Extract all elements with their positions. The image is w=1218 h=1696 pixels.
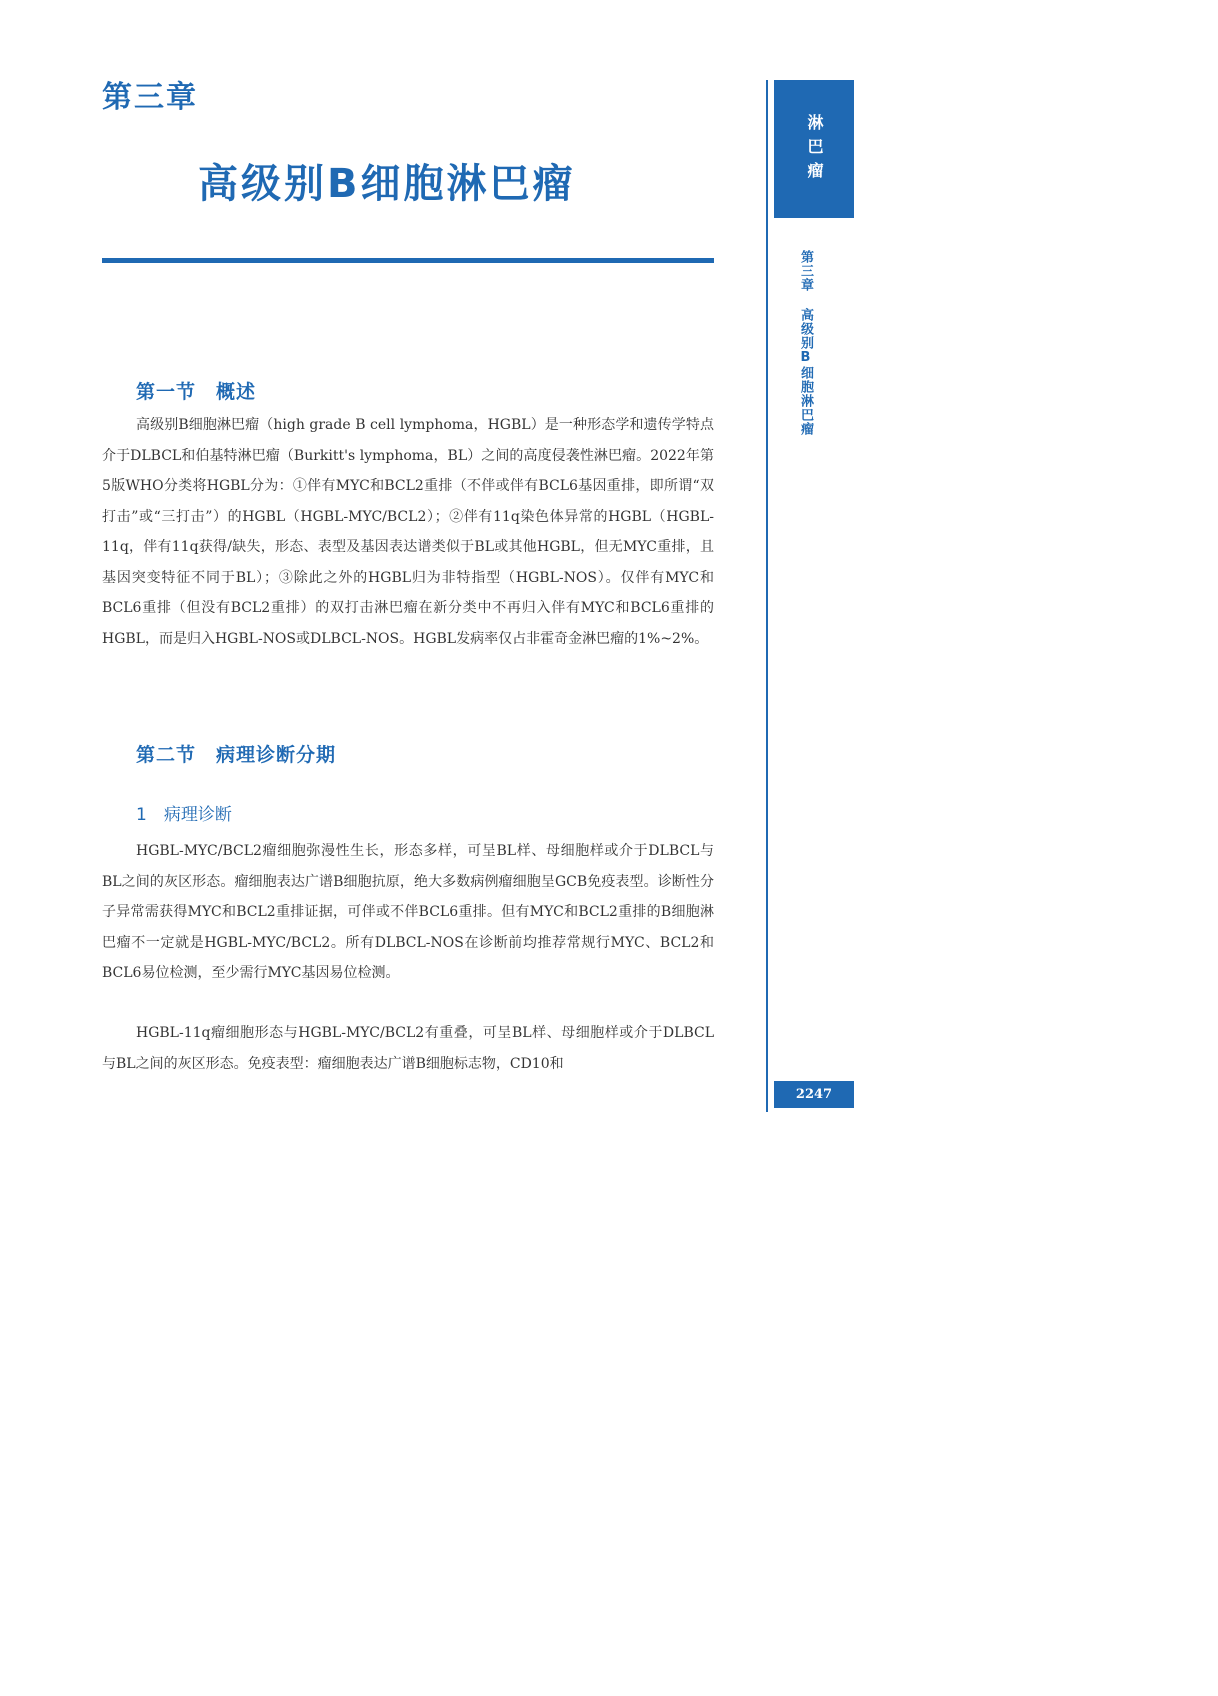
side-tab-label: 淋巴瘤 (805, 114, 824, 186)
running-title: 第三章 高级别B细胞淋巴瘤 (798, 250, 813, 436)
paragraph: HGBL-MYC/BCL2瘤细胞弥漫性生长，形态多样，可呈BL样、母细胞样或介于DLBCL与BL之间的灰区形态。瘤细胞表达广谱B细胞抗原，绝大多数病例瘤细胞呈GCB免疫表型。诊断性分子异常需获得MYC和BCL2重排证据，可伴或不伴BCL6重排。但有MYC和BCL2重排的B细胞淋巴瘤不一定就是HGBL-MYC/BCL2。所有DLBCL-NOS在诊断前均推荐常规行MYC、BCL2和BCL6易位检测，至少需行MYC基因易位检测。 (102, 843, 714, 981)
chapter-title: 高级别B细胞淋巴瘤 (198, 161, 576, 207)
page-number: 2247 (774, 1081, 854, 1108)
side-tab (774, 80, 854, 218)
paragraph: HGBL-11q瘤细胞形态与HGBL-MYC/BCL2有重叠，可呈BL样、母细胞样或介于DLBCL与BL之间的灰区形态。免疫表型：瘤细胞表达广谱B细胞标志物，CD10和 (102, 1025, 714, 1072)
side-divider (766, 80, 768, 1112)
title-divider (102, 258, 714, 263)
paragraph: 高级别B细胞淋巴瘤（high grade B cell lymphoma，HGBL）是一种形态学和遗传学特点介于DLBCL和伯基特淋巴瘤（Burkitt's lymphoma，BL）之间的高度侵袭性淋巴瘤。2022年第5版WHO分类将HGBL分为：①伴有MYC和BCL2重排（不伴或伴有BCL6基因重排，即所谓“双打击”或“三打击”）的HGBL（HGBL-MYC/BCL2）；②伴有11q染色体异常的HGBL（HGBL-11q，伴有11q获得/缺失，形态、表型及基因表达谱类似于BL或其他HGBL，但无MYC重排，且基因突变特征不同于BL）；③除此之外的HGBL归为非特指型（HGBL-NOS）。仅伴有MYC和BCL6重排（但没有BCL2重排）的双打击淋巴瘤在新分类中不再归入伴有MYC和BCL6重排的HGBL，而是归入HGBL-NOS或DLBCL-NOS。HGBL发病率仅占非霍奇金淋巴瘤的1%~2%。 (102, 417, 714, 647)
subsection-heading: 1 病理诊断 (136, 805, 232, 825)
section-heading-pathology: 第二节 病理诊断分期 (136, 744, 337, 766)
section-heading-overview: 第一节 概述 (136, 381, 257, 403)
chapter-label: 第三章 (102, 80, 198, 115)
